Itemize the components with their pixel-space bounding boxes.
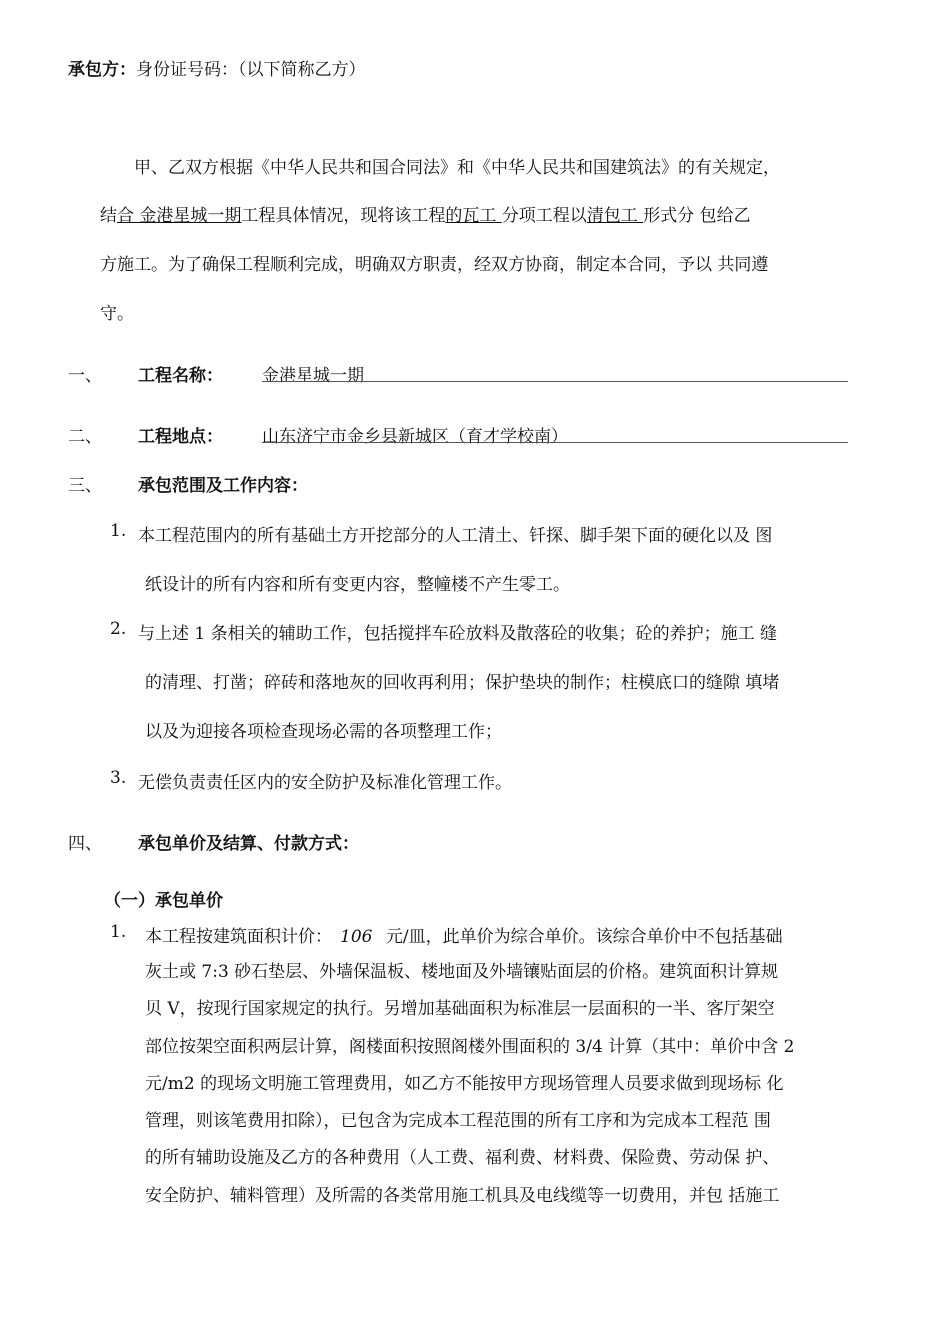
unit-price-line-2: 灰土或 7:3 砂石垫层、外墙保温板、楼地面及外墙镶贴面层的价格。建筑面积计算规 — [145, 962, 779, 982]
intro-text: 工程具体情况，现将该工程 — [241, 206, 446, 226]
project-location-underline — [262, 442, 848, 443]
work-type-underlined: 的瓦工 — [445, 206, 502, 226]
section-1-number: 一、 — [68, 366, 102, 386]
scope-item-2-line-2: 的清理、打凿；碎砖和落地灰的回收再利用；保护垫块的制作；柱模底口的缝隙 填堵 — [145, 673, 780, 693]
scope-item-1-line-1: 本工程范围内的所有基础土方开挖部分的人工清土、钎探、脚手架下面的硬化以及 图 — [138, 526, 773, 546]
contract-form-underlined: 清包工 — [586, 206, 644, 226]
contractor-text: 身份证号码：（以下简称乙方） — [136, 60, 366, 80]
intro-text: 结 — [100, 206, 117, 226]
section-3-heading: 承包范围及工作内容： — [138, 476, 308, 496]
unit-price-heading: （一）承包单价 — [104, 891, 223, 911]
unit-price-line-5: 元/m2 的现场文明施工管理费用，如乙方不能按甲方现场管理人员要求做到现场标 化 — [145, 1074, 784, 1094]
project-name-value: 金港星城一期 — [262, 366, 364, 386]
section-4-heading: 承包单价及结算、付款方式： — [138, 834, 359, 854]
unit-price-line-3: 贝 V，按现行国家规定的执行。另增加基础面积为标准层一层面积的一半、客厅架空 — [145, 999, 775, 1019]
project-location-value: 山东济宁市金乡县新城区（育才学校南） — [262, 427, 568, 447]
intro-text: 形式分 包给乙 — [643, 206, 751, 226]
unit-price-value: 106 — [340, 927, 373, 947]
unit-price-line-1 — [145, 922, 783, 947]
section-3-number: 三、 — [68, 476, 102, 496]
section-1-label: 工程名称： — [138, 366, 223, 386]
scope-item-1-line-2: 纸设计的所有内容和所有变更内容，整幢楼不产生零工。 — [145, 575, 570, 595]
unit-price-text: 元/皿，此单价为综合单价。该综合单价中不包括基础 — [380, 927, 783, 947]
scope-item-1-number: 1. — [110, 521, 127, 541]
unit-price-line-6: 管理，则该笔费用扣除），已包含为完成本工程范围的所有工序和为完成本工程范 围 — [145, 1111, 771, 1131]
intro-line-3: 方施工。为了确保工程顺利完成，明确双方职责，经双方协商，制定本合同，予以 共同遵 — [100, 255, 769, 275]
unit-price-line-7: 的所有辅助设施及乙方的各种费用（人工费、福利费、材料费、保险费、劳动保 护、 — [145, 1148, 780, 1168]
intro-line-2 — [100, 201, 751, 226]
contractor-line — [68, 55, 366, 80]
scope-item-2-line-3: 以及为迎接各项检查现场必需的各项整理工作； — [145, 722, 502, 742]
scope-item-2-line-1: 与上述 1 条相关的辅助工作，包括搅拌车砼放料及散落砼的收集；砼的养护；施工 缝 — [138, 624, 778, 644]
contractor-label: 承包方： — [68, 60, 136, 80]
scope-item-3-number: 3. — [110, 768, 127, 788]
unit-price-line-8: 安全防护、辅料管理）及所需的各类常用施工机具及电线缆等一切费用，并包 括施工 — [145, 1186, 780, 1206]
unit-price-text: 本工程按建筑面积计价： — [145, 927, 332, 947]
scope-item-2-number: 2. — [110, 619, 127, 639]
intro-text: 分项工程以 — [501, 206, 587, 226]
scope-item-3-line-1: 无偿负责责任区内的安全防护及标准化管理工作。 — [138, 773, 512, 793]
section-2-number: 二、 — [68, 427, 102, 447]
intro-line-4: 守。 — [100, 304, 134, 324]
intro-line-1: 甲、乙双方根据《中华人民共和国合同法》和《中华人民共和国建筑法》的有关规定， — [134, 158, 780, 178]
section-4-number: 四、 — [68, 834, 102, 854]
unit-price-line-4: 部位按架空面积两层计算，阁楼面积按照阁楼外围面积的 3/4 计算（其中：单价中含 2 — [145, 1037, 795, 1057]
project-name-underlined: 合 金港星城一期 — [117, 206, 242, 226]
unit-price-item-number: 1. — [110, 922, 127, 942]
project-name-underline — [262, 381, 848, 382]
section-2-label: 工程地点： — [138, 427, 223, 447]
